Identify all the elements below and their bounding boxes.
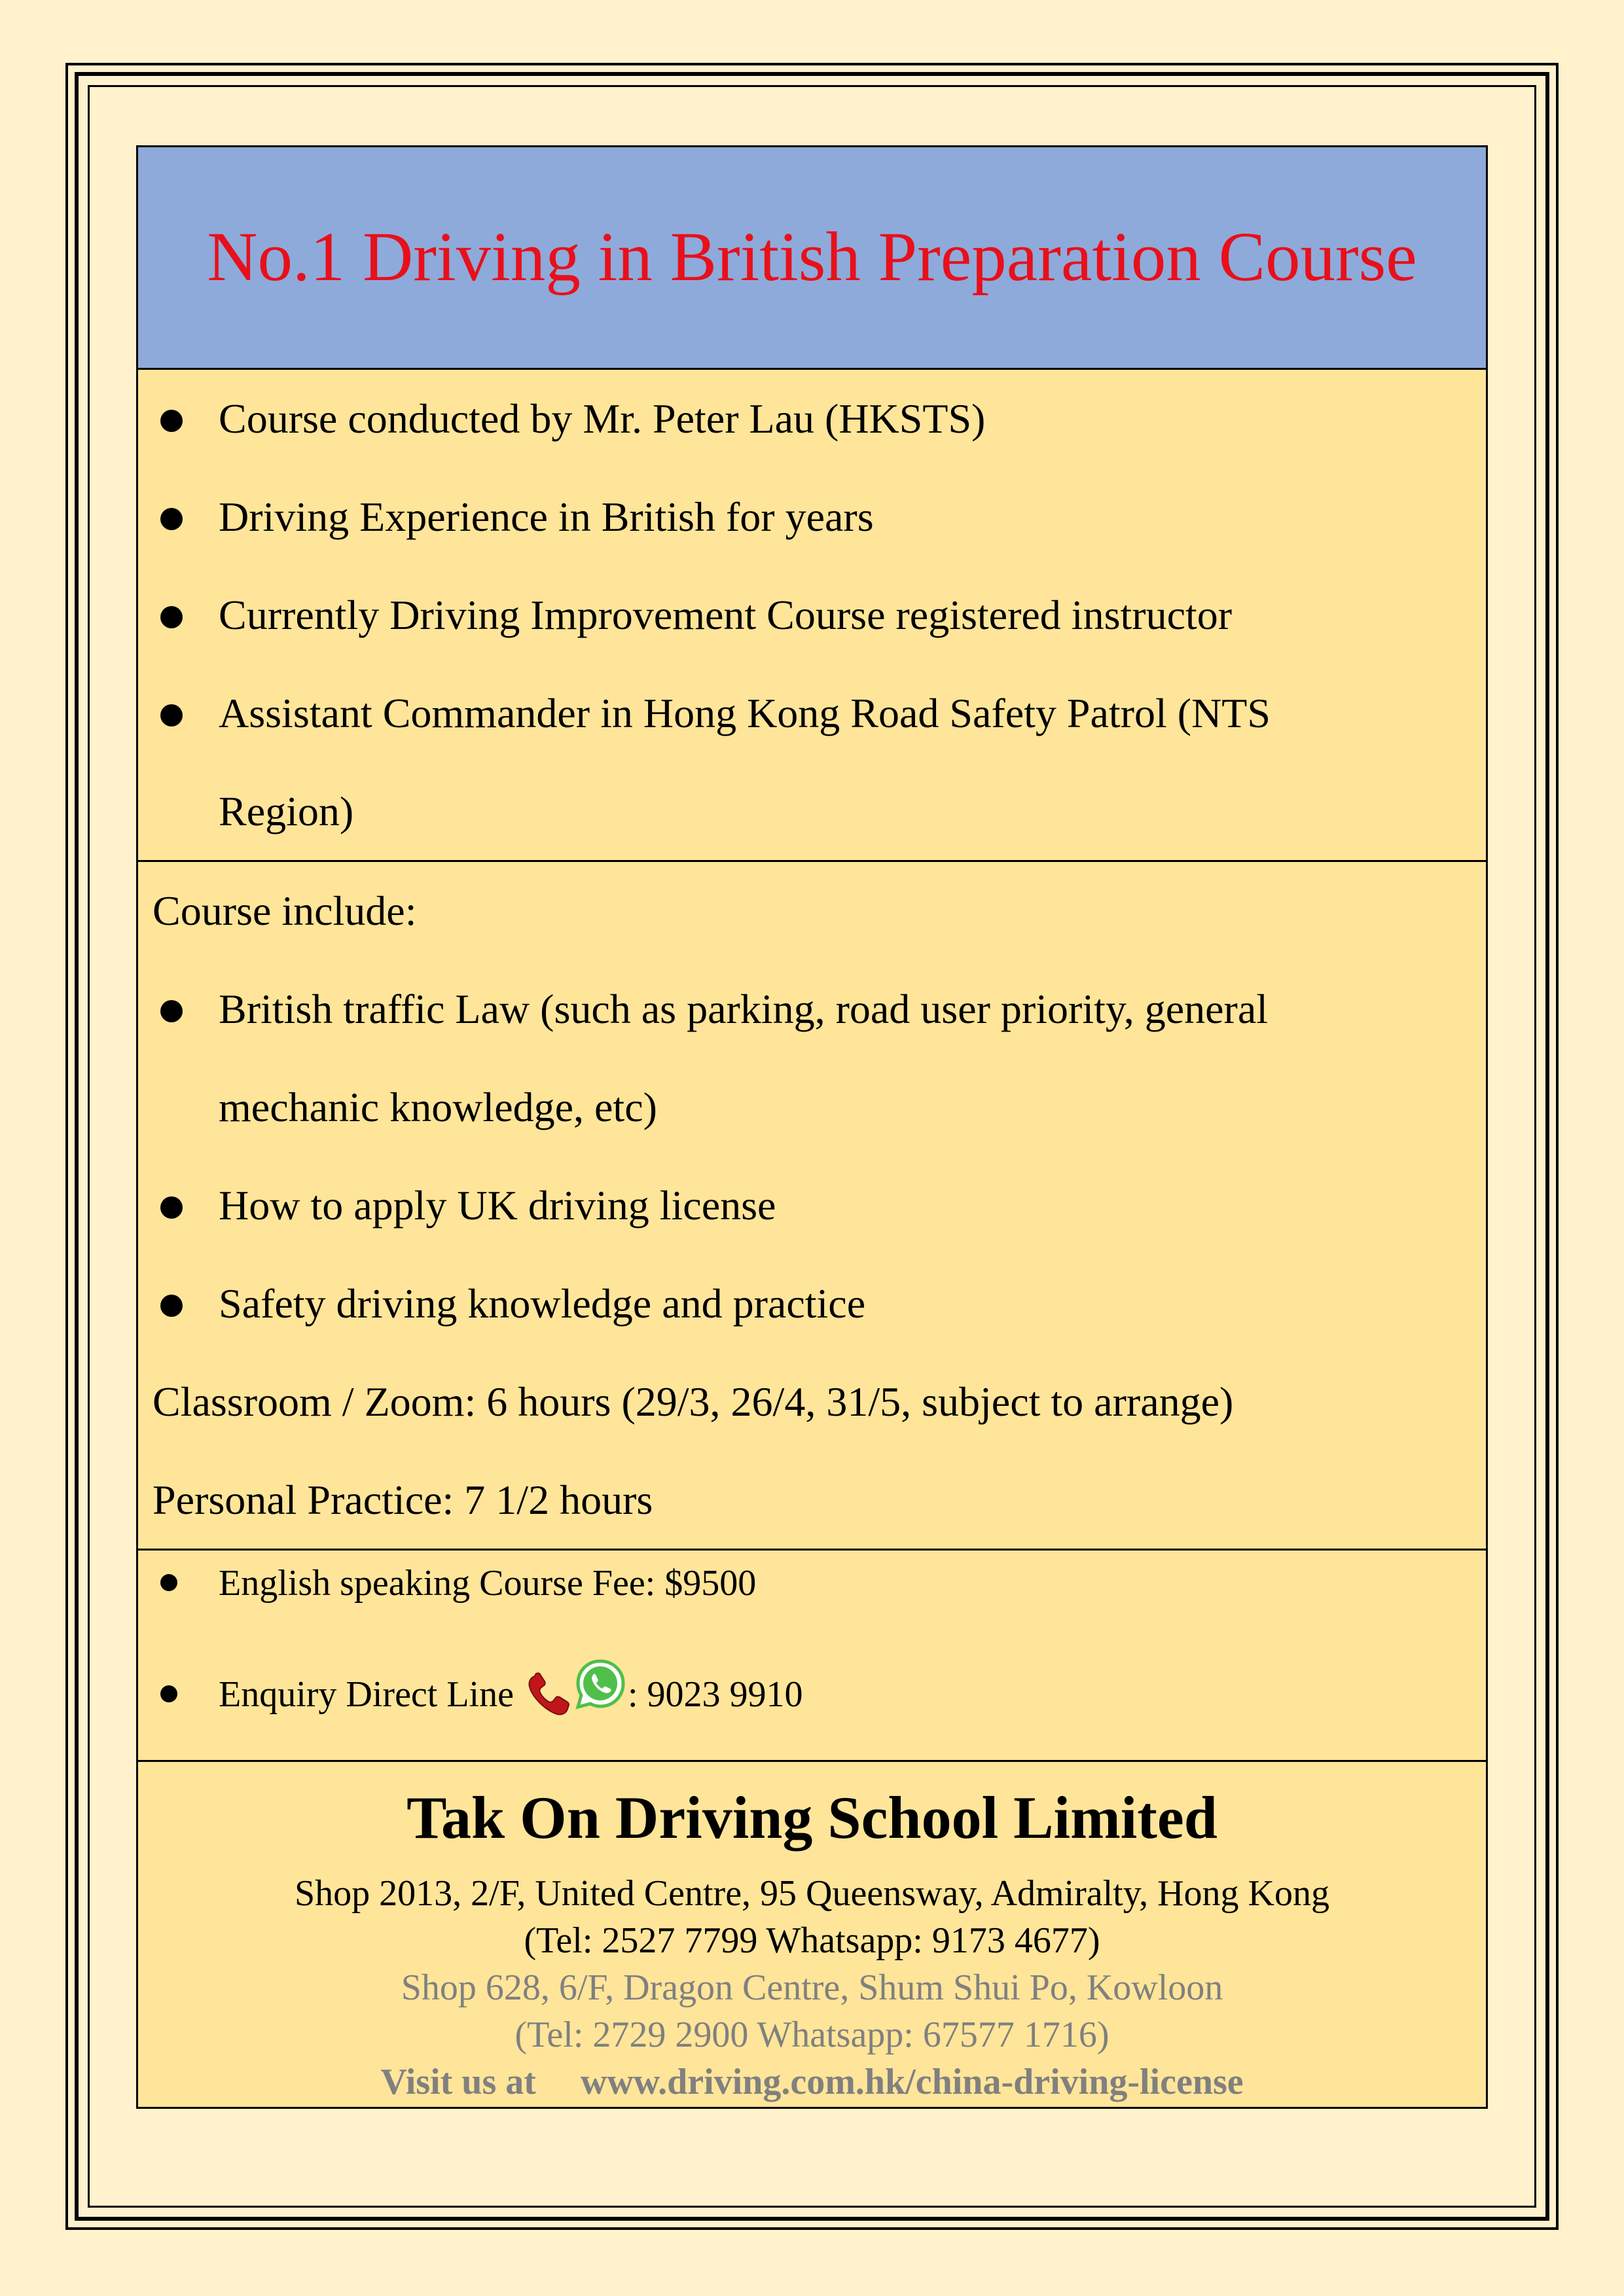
- bullet-icon: [160, 1000, 183, 1022]
- list-item-text: Currently Driving Improvement Course registered instructor: [219, 592, 1233, 638]
- course-title: No.1 Driving in British Preparation Course: [207, 219, 1417, 296]
- bullet-icon: [160, 1295, 183, 1317]
- enquiry-label: Enquiry Direct Line: [219, 1674, 514, 1715]
- enquiry-line: [219, 1662, 803, 1727]
- bullet-icon: [160, 508, 183, 530]
- flyer-card: [136, 145, 1488, 2109]
- course-heading: Course include:: [153, 888, 417, 934]
- visit-label: Visit us at: [380, 2062, 536, 2102]
- course-fee: English speaking Course Fee: $9500: [219, 1563, 757, 1604]
- list-item-text: Driving Experience in British for years: [219, 493, 874, 540]
- list-item-text: Assistant Commander in Hong Kong Road Safety Patrol (NTS: [219, 690, 1271, 736]
- website-link[interactable]: www.driving.com.hk/china-driving-license: [580, 2062, 1244, 2102]
- bullet-icon: [160, 1196, 183, 1219]
- visit-line: [138, 2058, 1486, 2106]
- list-item-text: British traffic Law (such as parking, road user priority, general: [219, 986, 1269, 1032]
- whatsapp-icon: [573, 1657, 628, 1712]
- personal-practice: Personal Practice: 7 1/2 hours: [153, 1477, 653, 1523]
- course-section: [138, 862, 1486, 1551]
- branch2-address: Shop 628, 6/F, Dragon Centre, Shum Shui Po, Kowloon: [401, 1967, 1223, 2008]
- bullet-icon: [160, 704, 183, 726]
- list-item-text: Region): [219, 788, 354, 834]
- school-name: Tak On Driving School Limited: [406, 1784, 1218, 1851]
- list-item-text: Safety driving knowledge and practice: [219, 1280, 866, 1327]
- branch1-contact: (Tel: 2527 7799 Whatsapp: 9173 4677): [524, 1920, 1100, 1961]
- enquiry-number: : 9023 9910: [627, 1674, 803, 1715]
- title-section: [138, 147, 1486, 370]
- list-item-text: mechanic knowledge, etc): [219, 1084, 657, 1130]
- branch1-address: Shop 2013, 2/F, United Centre, 95 Queensway, Admiralty, Hong Kong: [295, 1873, 1329, 1914]
- bullet-icon: [160, 1574, 177, 1591]
- instructor-section: [138, 370, 1486, 862]
- branch2-contact: (Tel: 2729 2900 Whatsapp: 67577 1716): [514, 2015, 1110, 2055]
- classroom-schedule: Classroom / Zoom: 6 hours (29/3, 26/4, 31/5, subject to arrange): [153, 1378, 1234, 1425]
- bullet-icon: [160, 410, 183, 432]
- list-item-text: How to apply UK driving license: [219, 1182, 776, 1229]
- phone-icon: [526, 1671, 573, 1718]
- school-section: [138, 1762, 1486, 2109]
- bullet-icon: [160, 606, 183, 628]
- fee-section: [138, 1551, 1486, 1762]
- bullet-icon: [160, 1685, 177, 1702]
- list-item-text: Course conducted by Mr. Peter Lau (HKSTS): [219, 395, 986, 442]
